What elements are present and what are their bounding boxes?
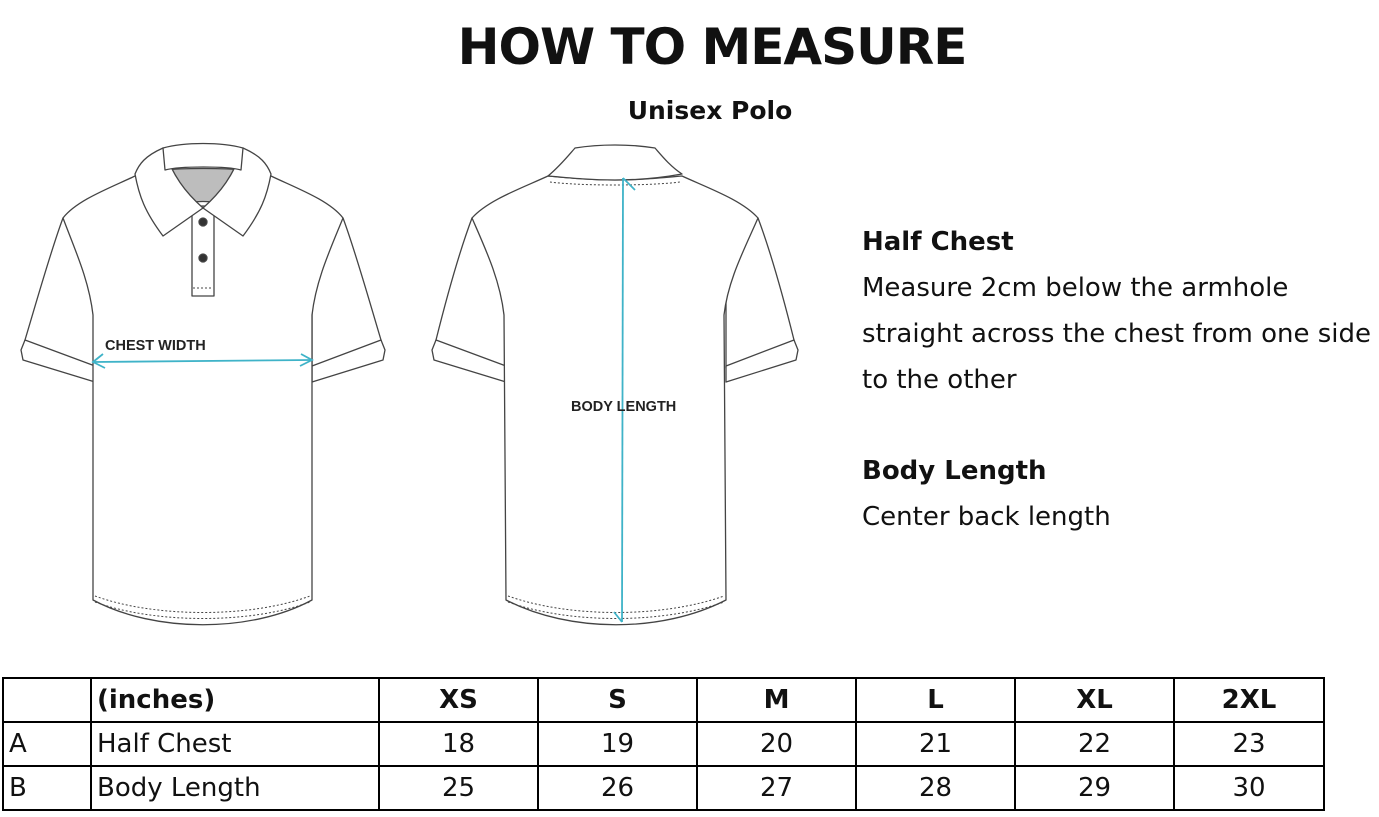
body-length-line-1: Center back length [862,502,1111,532]
table-cell: 20 [697,722,856,766]
polo-back-diagram [430,140,805,635]
table-cell: 27 [697,766,856,810]
row-key: B [3,766,91,810]
table-cell: 28 [856,766,1015,810]
chest-width-label: CHEST WIDTH [105,338,206,354]
half-chest-description [862,219,1371,403]
table-cell: 25 [379,766,538,810]
table-row [3,722,1324,766]
row-key: A [3,722,91,766]
half-chest-line-3: to the other [862,365,1017,395]
body-length-description [862,448,1111,540]
table-cell: 21 [856,722,1015,766]
header-size-l: L [856,678,1015,722]
body-length-heading: Body Length [862,456,1047,486]
table-cell: 26 [538,766,697,810]
table-cell: 22 [1015,722,1174,766]
table-row [3,766,1324,810]
row-label: Body Length [91,766,379,810]
table-cell: 23 [1174,722,1324,766]
page-title: HOW TO MEASURE [457,18,967,76]
front-button-2 [199,254,207,262]
body-length-label: BODY LENGTH [571,399,677,415]
table-cell: 29 [1015,766,1174,810]
row-label: Half Chest [91,722,379,766]
header-size-m: M [697,678,856,722]
header-key-cell [3,678,91,722]
table-cell: 18 [379,722,538,766]
header-size-2xl: 2XL [1174,678,1324,722]
polo-front-diagram [15,140,390,635]
table-cell: 30 [1174,766,1324,810]
header-size-xs: XS [379,678,538,722]
half-chest-line-2: straight across the chest from one side [862,319,1372,349]
size-chart-table [2,677,1325,811]
half-chest-heading: Half Chest [862,227,1014,257]
header-size-xl: XL [1015,678,1174,722]
table-cell: 19 [538,722,697,766]
table-header-row [3,678,1324,722]
front-button-1 [199,218,207,226]
product-subtitle: Unisex Polo [627,96,793,125]
back-collar [548,145,682,180]
header-size-s: S [538,678,697,722]
half-chest-line-1: Measure 2cm below the armhole [862,273,1289,303]
header-unit: (inches) [91,678,379,722]
